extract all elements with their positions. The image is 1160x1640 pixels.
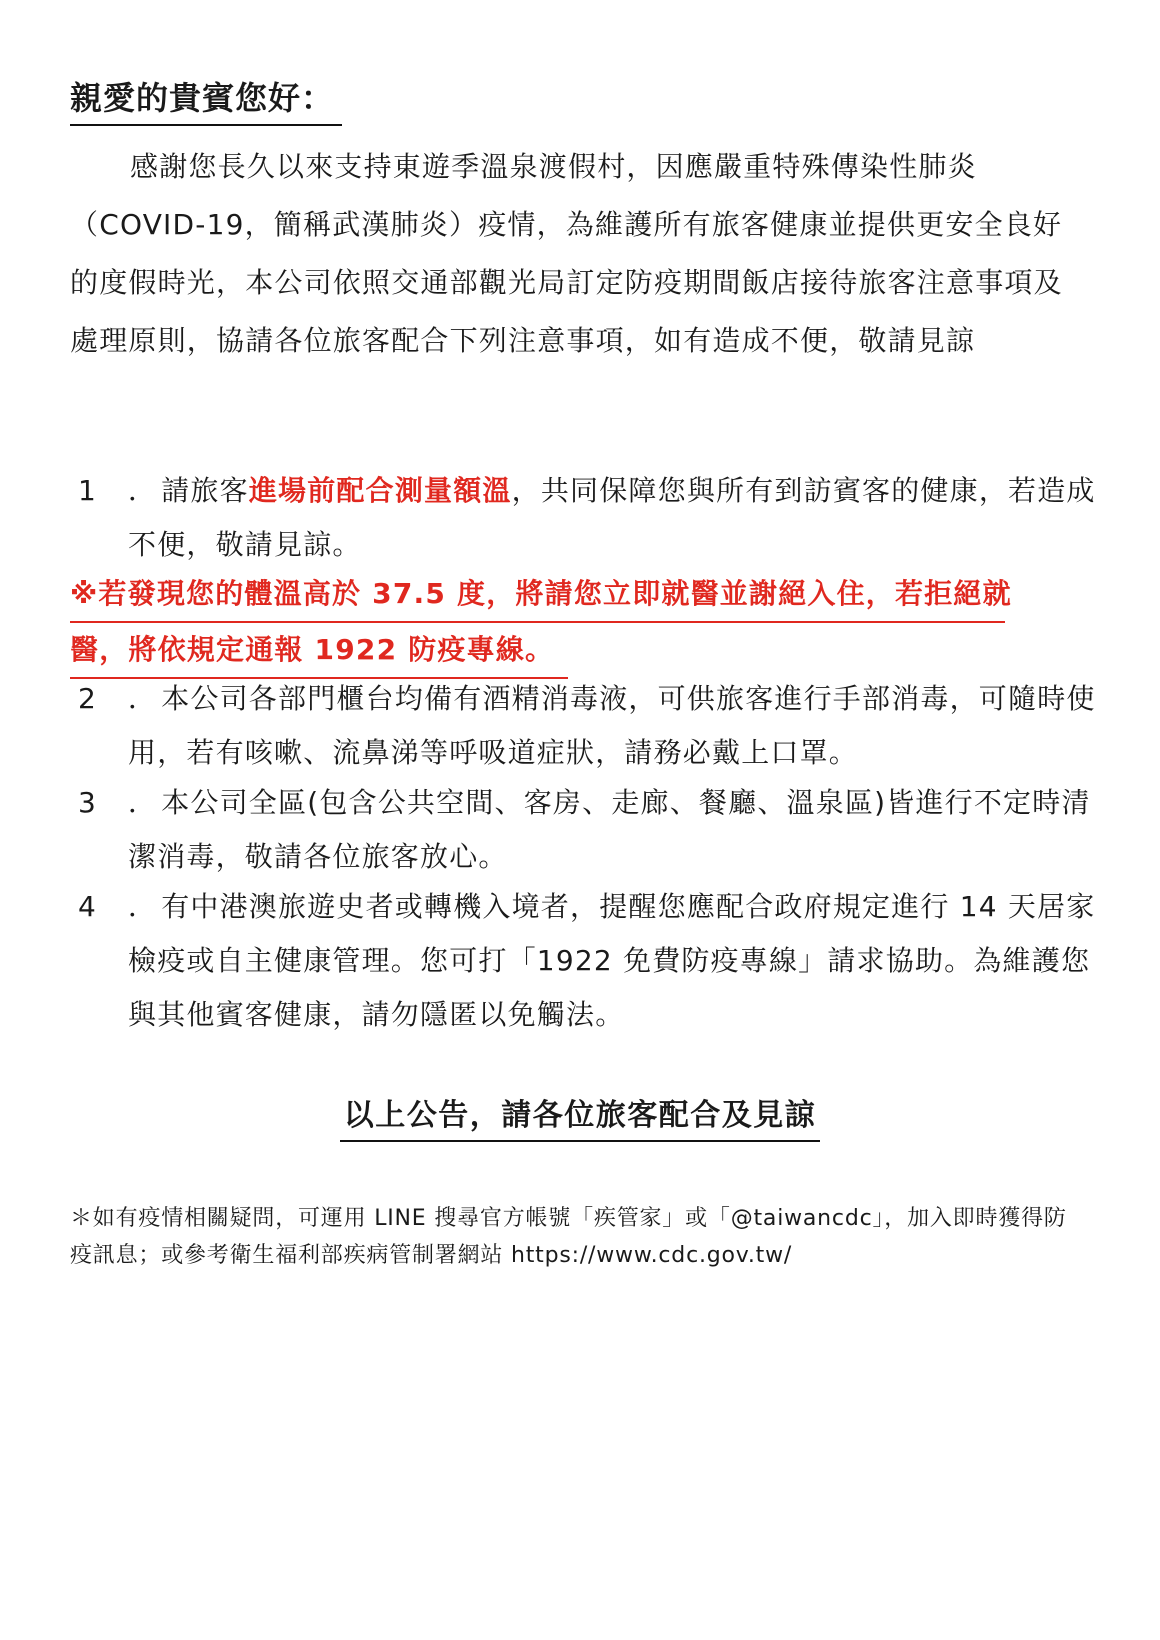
- item-number: 3: [78, 786, 98, 819]
- item-body: ． 請旅客進場前配合測量額溫，共同保障您與所有到訪賓客的健康，若造成不便，敬請見諒。: [128, 474, 1096, 561]
- item-number: 1: [78, 474, 98, 507]
- item-suffix: ，共同保障您與所有到訪賓客的健康，若造成不便，敬請見諒。: [128, 474, 1096, 561]
- warning-line-1: ※若發現您的體溫高於 37.5 度，將請您立即就醫並謝絕入住，若拒絕就: [70, 567, 1005, 623]
- item-number: 2: [78, 682, 98, 715]
- notice-item-2: [70, 672, 1100, 780]
- item-body: ． 本公司各部門櫃台均備有酒精消毒液，可供旅客進行手部消毒，可隨時使用，若有咳嗽、流鼻涕等呼吸道症狀，請務必戴上口罩。: [128, 682, 1096, 769]
- item-body: ． 本公司全區(包含公共空間、客房、走廊、餐廳、溫泉區)皆進行不定時清潔消毒，敬請各位旅客放心。: [128, 786, 1091, 873]
- greeting-heading: 親愛的貴賓您好：: [70, 78, 342, 126]
- item-text: 有中港澳旅遊史者或轉機入境者，提醒您應配合政府規定進行 14 天居家檢疫或自主健康管理。您可打「1922 免費防疫專線」請求協助。為維護您與其他賓客健康，請勿隱匿以免觸法。: [128, 890, 1096, 1031]
- notice-item-3: [70, 776, 1100, 884]
- notice-item-4: [70, 880, 1100, 1042]
- item-highlight: 進場前配合測量額溫: [248, 474, 512, 507]
- warning-line-2: 醫，將依規定通報 1922 防疫專線。: [70, 623, 568, 679]
- item-text: 本公司全區(包含公共空間、客房、走廊、餐廳、溫泉區)皆進行不定時清潔消毒，敬請各位旅客放心。: [128, 786, 1091, 873]
- item-body: ． 有中港澳旅遊史者或轉機入境者，提醒您應配合政府規定進行 14 天居家檢疫或自主健康管理。您可打「1922 免費防疫專線」請求協助。為維護您與其他賓客健康，請勿隱匿以免觸法。: [128, 890, 1096, 1031]
- item-prefix: 請旅客: [161, 474, 249, 507]
- footnote: ＊如有疫情相關疑問，可運用 LINE 搜尋官方帳號「疾管家」或「@taiwancdc」，加入即時獲得防疫訊息；或參考衛生福利部疾病管制署網站 https://www.cdc.gov.tw/: [70, 1206, 1067, 1268]
- notice-item-1: [70, 464, 1100, 572]
- intro-paragraph: 感謝您長久以來支持東遊季溫泉渡假村，因應嚴重特殊傳染性肺炎（COVID-19，簡稱武漢肺炎）疫情，為維護所有旅客健康並提供更安全良好的度假時光，本公司依照交通部觀光局訂定防疫期間飯店接待旅客注意事項及處理原則，協請各位旅客配合下列注意事項，如有造成不便，敬請見諒: [70, 150, 1063, 357]
- closing-statement: 以上公告，請各位旅客配合及見諒: [0, 1096, 1160, 1142]
- item-number: 4: [78, 890, 98, 923]
- item-text: 本公司各部門櫃台均備有酒精消毒液，可供旅客進行手部消毒，可隨時使用，若有咳嗽、流鼻涕等呼吸道症狀，請務必戴上口罩。: [128, 682, 1096, 769]
- fever-warning: [70, 567, 1080, 679]
